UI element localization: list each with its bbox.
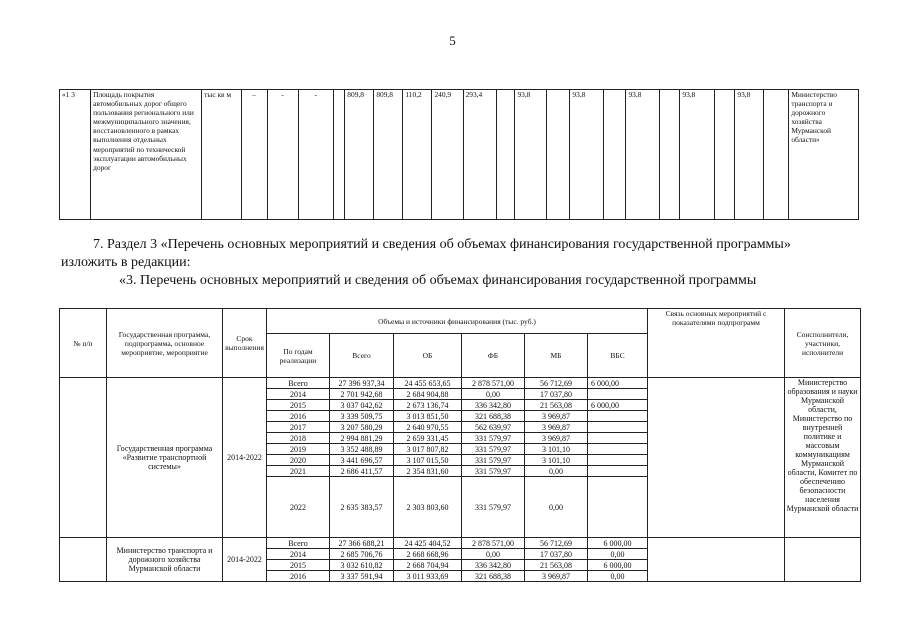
indicator-value — [333, 90, 344, 220]
header-mb: МБ — [525, 334, 588, 378]
indicator-value: 110,2 — [403, 90, 432, 220]
cell-vbs: 6 000,00 — [588, 538, 648, 549]
cell-year: 2022 — [267, 477, 330, 538]
indicator-value: 240,9 — [432, 90, 463, 220]
cell-ob: 3 017 807,82 — [394, 444, 462, 455]
indicator-number: «1 3 — [60, 90, 91, 220]
indicator-row-table — [59, 89, 859, 220]
cell-year: Всего — [267, 378, 330, 389]
header-total: Всего — [330, 334, 394, 378]
cell-mb: 3 101,10 — [525, 455, 588, 466]
cell-total: 2 686 411,57 — [330, 466, 394, 477]
cell-year: 2020 — [267, 455, 330, 466]
indicator-value: 93,8 — [570, 90, 603, 220]
section1-name: Государственная программа «Развитие транспортной системы» — [107, 378, 223, 538]
cell-mb: 3 101,10 — [525, 444, 588, 455]
cell-vbs — [588, 444, 648, 455]
indicator-value: - — [298, 90, 333, 220]
cell-ob: 2 640 970,55 — [394, 422, 462, 433]
indicator-value: – — [241, 90, 267, 220]
cell-mb: 3 969,87 — [525, 411, 588, 422]
indicator-row — [60, 90, 859, 220]
cell-vbs — [588, 389, 648, 400]
indicator-value: - — [267, 90, 298, 220]
cell-vbs — [588, 477, 648, 538]
cell-fb: 321 688,38 — [462, 571, 525, 582]
cell-total: 2 701 942,68 — [330, 389, 394, 400]
cell-mb: 3 969,87 — [525, 422, 588, 433]
table-row — [60, 378, 861, 389]
indicator-value: 93,8 — [735, 90, 764, 220]
header-by-year: По годам реализации — [267, 334, 330, 378]
cell-mb: 17 037,80 — [525, 389, 588, 400]
section1-executors: Министерство образования и науки Мурманской области, Министерство по внутренней политике и массовым коммуникациям Мурманской области, Комитет по обеспечению безопасности населения Мурманской области — [785, 378, 861, 538]
cell-total: 2 994 881,29 — [330, 433, 394, 444]
cell-mb: 0,00 — [525, 466, 588, 477]
header-ob: ОБ — [394, 334, 462, 378]
section2-link — [648, 538, 785, 582]
cell-total: 3 339 509,75 — [330, 411, 394, 422]
section-heading: «3. Перечень основных мероприятий и сведения об объемах финансирования государственной программы — [119, 273, 757, 288]
header-row-1 — [60, 309, 861, 334]
cell-fb: 321 688,38 — [462, 411, 525, 422]
indicator-value: 293,4 — [463, 90, 496, 220]
indicator-value: 809,8 — [374, 90, 403, 220]
section1-term: 2014-2022 — [223, 378, 267, 538]
cell-total: 2 685 706,76 — [330, 549, 394, 560]
cell-vbs: 6 000,00 — [588, 400, 648, 411]
cell-vbs — [588, 411, 648, 422]
cell-year: 2015 — [267, 560, 330, 571]
cell-ob: 2 354 831,60 — [394, 466, 462, 477]
cell-mb: 3 969,87 — [525, 433, 588, 444]
cell-total: 27 366 688,21 — [330, 538, 394, 549]
cell-fb: 331 579,97 — [462, 477, 525, 538]
header-num: № п/п — [60, 309, 107, 378]
indicator-value: 93,8 — [626, 90, 659, 220]
cell-fb: 562 639,97 — [462, 422, 525, 433]
cell-vbs — [588, 466, 648, 477]
cell-ob: 2 303 803,60 — [394, 477, 462, 538]
page-number: 5 — [449, 33, 456, 48]
indicator-unit: тыс кв м — [202, 90, 241, 220]
section-paragraph-continuation: изложить в редакции: — [61, 255, 191, 270]
cell-ob: 2 668 668,96 — [394, 549, 462, 560]
cell-fb: 0,00 — [462, 389, 525, 400]
cell-fb: 2 878 571,00 — [462, 378, 525, 389]
cell-vbs: 0,00 — [588, 549, 648, 560]
cell-mb: 56 712,69 — [525, 538, 588, 549]
cell-fb: 331 579,97 — [462, 455, 525, 466]
section1-num — [60, 378, 107, 538]
indicator-value — [764, 90, 789, 220]
cell-year: 2014 — [267, 389, 330, 400]
cell-ob: 2 684 904,88 — [394, 389, 462, 400]
cell-fb: 331 579,97 — [462, 466, 525, 477]
cell-vbs: 0,00 — [588, 571, 648, 582]
cell-year: 2014 — [267, 549, 330, 560]
cell-vbs — [588, 422, 648, 433]
section2-name: Министерство транспорта и дорожного хозяйства Мурманской области — [107, 538, 223, 582]
cell-ob: 2 659 331,45 — [394, 433, 462, 444]
header-vbs: ВБС — [588, 334, 648, 378]
cell-year: Всего — [267, 538, 330, 549]
header-volumes: Объемы и источники финансирования (тыс. руб.) — [267, 309, 648, 334]
indicator-value: 809,8 — [345, 90, 374, 220]
financing-table — [59, 308, 861, 582]
cell-ob: 2 673 136,74 — [394, 400, 462, 411]
section2-term: 2014-2022 — [223, 538, 267, 582]
cell-ob: 24 455 653,65 — [394, 378, 462, 389]
indicator-value — [714, 90, 735, 220]
section-paragraph: 7. Раздел 3 «Перечень основных мероприятий и сведения об объемах финансирования государственной программы» — [93, 237, 791, 252]
indicator-value — [659, 90, 680, 220]
cell-year: 2015 — [267, 400, 330, 411]
cell-mb: 17 037,80 — [525, 549, 588, 560]
indicator-value — [603, 90, 626, 220]
cell-total: 3 337 591,94 — [330, 571, 394, 582]
section1-link — [648, 378, 785, 538]
header-term: Срок выполнения — [223, 309, 267, 378]
section2-executors — [785, 538, 861, 582]
cell-fb: 336 342,80 — [462, 560, 525, 571]
cell-fb: 336 342,80 — [462, 400, 525, 411]
cell-vbs — [588, 455, 648, 466]
cell-vbs: 6 000,00 — [588, 378, 648, 389]
indicator-name: Площадь покрытия автомобильных дорог общего пользования регионального или межмуниципального значения, восстановленного в рамках выполнения отдельных мероприятий по технической эксплуатации автомобильных дорог — [91, 90, 202, 220]
section2-num — [60, 538, 107, 582]
cell-year: 2021 — [267, 466, 330, 477]
cell-ob: 3 011 933,69 — [394, 571, 462, 582]
cell-mb: 21 563,08 — [525, 560, 588, 571]
cell-year: 2017 — [267, 422, 330, 433]
cell-fb: 2 878 571,00 — [462, 538, 525, 549]
indicator-value — [546, 90, 570, 220]
cell-ob: 3 107 015,50 — [394, 455, 462, 466]
cell-year: 2016 — [267, 571, 330, 582]
indicator-value: 93,8 — [680, 90, 714, 220]
cell-ob: 2 668 704,94 — [394, 560, 462, 571]
cell-year: 2019 — [267, 444, 330, 455]
cell-vbs: 6 000,00 — [588, 560, 648, 571]
indicator-value — [496, 90, 515, 220]
cell-total: 3 207 580,29 — [330, 422, 394, 433]
indicator-value: 93,8 — [515, 90, 546, 220]
cell-fb: 331 579,97 — [462, 433, 525, 444]
cell-mb: 56 712,69 — [525, 378, 588, 389]
header-link: Связь основных мероприятий с показателями подпрограмм — [648, 309, 785, 378]
cell-total: 3 441 696,57 — [330, 455, 394, 466]
header-executors: Соисполнители, участники, исполнители — [785, 309, 861, 378]
cell-total: 27 396 937,34 — [330, 378, 394, 389]
cell-total: 2 635 383,57 — [330, 477, 394, 538]
cell-ob: 3 013 851,50 — [394, 411, 462, 422]
header-program: Государственная программа, подпрограмма, основное мероприятие, мероприятие — [107, 309, 223, 378]
cell-fb: 331 579,97 — [462, 444, 525, 455]
cell-fb: 0,00 — [462, 549, 525, 560]
cell-mb: 21 563,08 — [525, 400, 588, 411]
cell-mb: 0,00 — [525, 477, 588, 538]
cell-vbs — [588, 433, 648, 444]
indicator-responsible: Министерство транспорта и дорожного хозяйства Мурманской области» — [789, 90, 859, 220]
cell-year: 2016 — [267, 411, 330, 422]
cell-total: 3 352 488,89 — [330, 444, 394, 455]
header-fb: ФБ — [462, 334, 525, 378]
table-row — [60, 538, 861, 549]
cell-ob: 24 425 404,52 — [394, 538, 462, 549]
cell-year: 2018 — [267, 433, 330, 444]
cell-total: 3 037 042,62 — [330, 400, 394, 411]
cell-mb: 3 969,87 — [525, 571, 588, 582]
cell-total: 3 032 610,82 — [330, 560, 394, 571]
